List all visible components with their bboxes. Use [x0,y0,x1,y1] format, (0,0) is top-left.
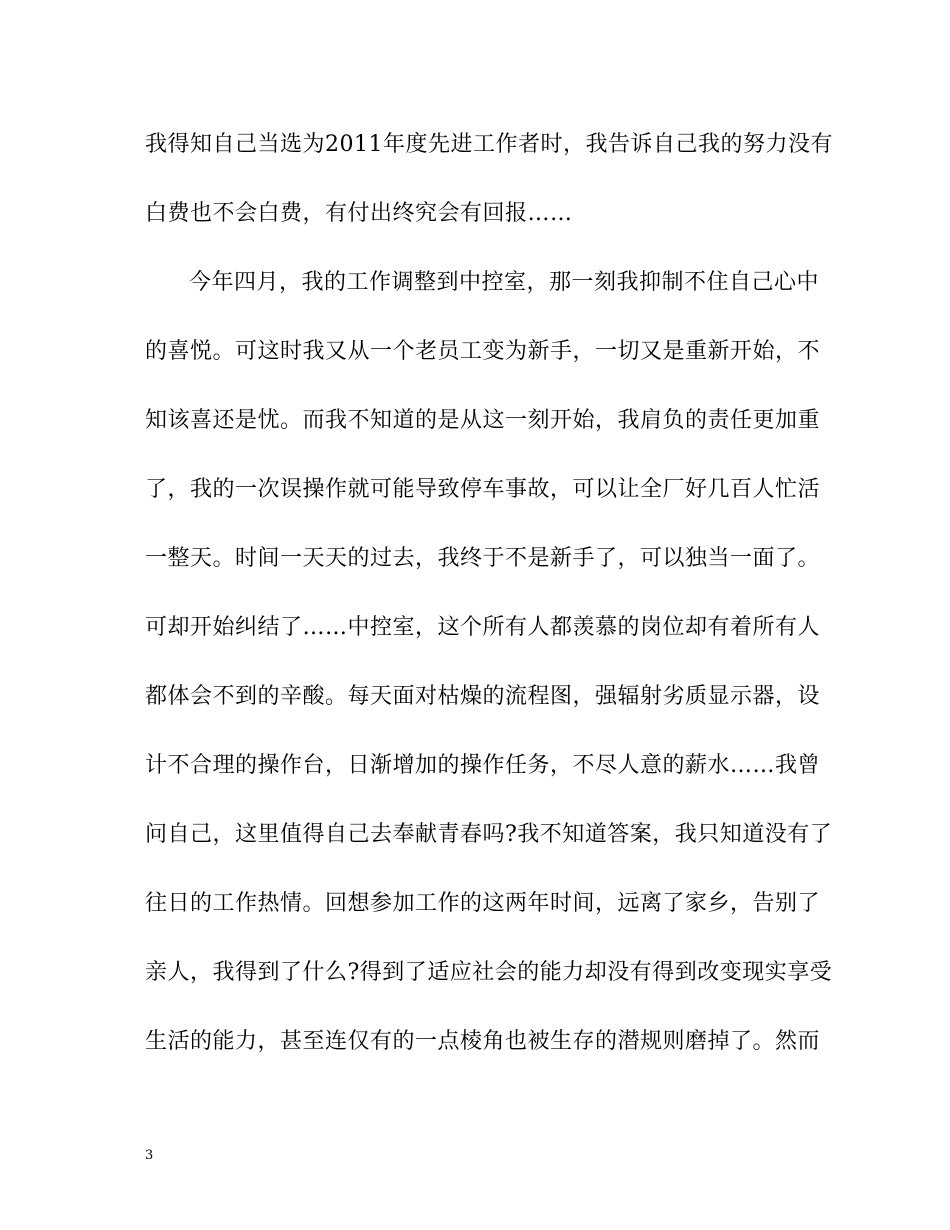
text-line-10: 计不合理的操作台，日渐增加的操作任务，不尽人意的薪水……我曾 [145,753,821,778]
text-line-13: 亲人，我得到了什么?得到了适应社会的能力却没有得到改变现实享受 [145,960,833,985]
text-line-11: 问自己，这里值得自己去奉献青春吗?我不知道答案，我只知道没有了 [145,822,833,847]
text-line-14: 生活的能力，甚至连仅有的一点棱角也被生存的潜规则磨掉了。然而 [145,1029,821,1054]
text-line-5: 知该喜还是忧。而我不知道的是从这一刻开始，我肩负的责任更加重 [145,408,821,433]
page-number: 3 [145,1148,154,1163]
text-line-7: 一整天。时间一天天的过去，我终于不是新手了，可以独当一面了。 [145,546,821,571]
text-line-1: 我得知自己当选为2011年度先进工作者时，我告诉自己我的努力没有 [145,132,833,157]
text-line-8: 可却开始纠结了……中控室，这个所有人都羡慕的岗位却有着所有人 [145,615,821,640]
text-line-9: 都体会不到的辛酸。每天面对枯燥的流程图，强辐射劣质显示器，设 [145,684,821,709]
paragraph-start-line: 今年四月，我的工作调整到中控室，那一刻我抑制不住自己心中 [189,270,820,295]
text-line-4: 的喜悦。可这时我又从一个老员工变为新手，一切又是重新开始，不 [145,339,821,364]
text-line-6: 了，我的一次误操作就可能导致停车事故，可以让全厂好几百人忙活 [145,477,821,502]
text-line-12: 往日的工作热情。回想参加工作的这两年时间，远离了家乡，告别了 [145,891,821,916]
text-line-2: 白费也不会白费，有付出终究会有回报…… [145,201,573,226]
